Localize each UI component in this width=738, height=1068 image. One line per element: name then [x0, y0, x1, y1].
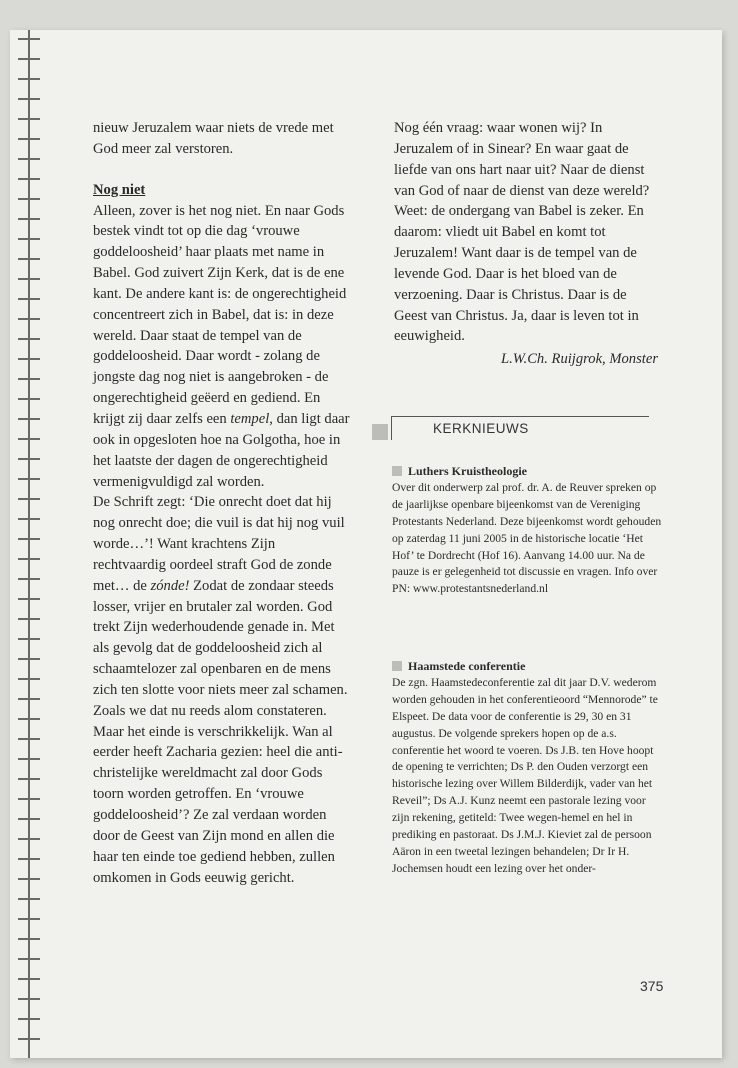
- binding-tick: [18, 838, 40, 840]
- binding-tick: [18, 858, 40, 860]
- binding-tick: [18, 518, 40, 520]
- binding-tick: [18, 358, 40, 360]
- binding-tick: [18, 1038, 40, 1040]
- news-item-haamstede: [392, 658, 664, 878]
- intro-paragraph: nieuw Jeruzalem waar niets de vrede met God meer zal verstoren.: [93, 120, 334, 157]
- page-number: 375: [640, 978, 664, 994]
- binding-tick: [18, 98, 40, 100]
- binding-tick: [18, 998, 40, 1000]
- binding-tick: [18, 978, 40, 980]
- author-signature: L.W.Ch. Ruijgrok, Monster: [500, 351, 658, 368]
- binding-tick: [18, 698, 40, 700]
- binding-tick: [18, 478, 40, 480]
- news-body: De zgn. Haamstedeconferentie zal dit jaar D.V. wederom worden gehouden in het conferentieoord “Mennorode” te Elspeet. De data voor de conferentie is 29, 30 en 31 augustus. De volgende sprekers hopen op de a.s. conferentie het woord te voeren. Ds J.B. ten Hove hoopt de opening te verrichten; Ds P. den Ouden verzorgt een historische lezing over Willem Bilderdijk, vader van het Reveil”; Ds A.J. Kunz neemt een pastorale lezing voor zijn rekening, getiteld: Twee wegen-hemel en hel in prediking en pastoraat. Ds J.M.J. Kieviet zal de persoon Aäron in een tweetal lezingen behandelen; Dr Ir H. Jochemsen houdt een lezing over het onder-: [392, 675, 658, 875]
- binding-tick: [18, 558, 40, 560]
- binding-tick: [18, 158, 40, 160]
- binding-tick: [18, 638, 40, 640]
- paragraph-1: Alleen, zover is het nog niet. En naar Gods bestek vindt tot op die dag ‘vrouwe goddeloosheid’ haar plaats met name in Babel. God zuivert Zijn Kerk, dat is de ene kant. De andere kant is: de ongerechtigheid concentreert zich in Babel, dat is: in deze wereld. Daar staat de tempel van de goddeloosheid. Daar wordt - zolang de jongste dag nog niet is aangebroken - de ongerechtigheid geëerd en gediend. En krijgt zij daar zelfs een tempel, dan ligt daar ook in opgesloten hoe na Golgotha, hoe in het laatste der dagen de ongerechtigheid vermenigvuldigd zal worden.: [93, 202, 350, 490]
- kerknieuws-square-icon: [372, 424, 388, 440]
- section-heading: Nog niet: [93, 181, 146, 198]
- binding-tick: [18, 398, 40, 400]
- binding-tick: [18, 438, 40, 440]
- binding-tick: [18, 798, 40, 800]
- bullet-square-icon: [392, 661, 402, 671]
- spiral-binding: [16, 30, 42, 1058]
- binding-tick: [18, 918, 40, 920]
- binding-tick: [18, 58, 40, 60]
- binding-tick: [18, 178, 40, 180]
- news-item-luthers: [392, 463, 664, 598]
- news-body: Over dit onderwerp zal prof. dr. A. de Reuver spreken op de jaarlijkse openbare bijeenkomst van de Vereniging Protestants Nederland. Deze bijeenkomst wordt gehouden op zaterdag 11 juni 2005 in de historische locatie ‘Het Hof’ te Dordrecht (Hof 16). Aanvang 14.00 uur. Na de pauze is er gelegenheid tot discussie en vragen. Info over PN: www.protestantsnederland.nl: [392, 480, 662, 596]
- binding-tick: [18, 378, 40, 380]
- binding-tick: [18, 818, 40, 820]
- binding-tick: [18, 718, 40, 720]
- news-title: Haamstede conferentie: [392, 658, 664, 675]
- binding-tick: [18, 758, 40, 760]
- binding-tick: [18, 78, 40, 80]
- binding-tick: [18, 658, 40, 660]
- binding-tick: [18, 318, 40, 320]
- paragraph-2: De Schrift zegt: ‘Die onrecht doet dat hij nog onrecht doe; die vuil is dat hij nog vuil worde…’! Want krachtens Zijn rechtvaardig oordeel straft God de zonde met… de zónde! Zodat de zondaar steeds losser, vrijer en brutaler zal worden. God trekt Zijn wederhoudende genade in. Met als gevolg dat de goddeloosheid zich al schaamtelozer zal openbaren en de mens zich ten slotte voor niets meer zal schamen. Zoals we dat nu reeds alom constateren. Maar het einde is verschrikkelijk. Wan al eerder heeft Zacharia gezien: heel die anti-christelijke wereldmacht zal door Gods toorn worden getroffen. En ‘vrouwe goddeloosheid’? Ze zal verdaan worden door de Geest van Zijn mond en allen die haar ten einde toe gediend hebben, zullen omkomen in Gods eeuwig gericht.: [93, 494, 348, 886]
- binding-tick: [18, 578, 40, 580]
- binding-tick: [18, 238, 40, 240]
- kerknieuws-divider: [391, 416, 392, 440]
- kerknieuws-rule: [391, 416, 649, 417]
- binding-tick: [18, 538, 40, 540]
- binding-tick: [18, 958, 40, 960]
- binding-tick: [18, 738, 40, 740]
- binding-tick: [18, 338, 40, 340]
- binding-tick: [18, 898, 40, 900]
- right-column: [394, 118, 662, 370]
- binding-tick: [18, 418, 40, 420]
- binding-tick: [18, 198, 40, 200]
- left-column: [93, 118, 351, 888]
- kerknieuws-title: KERKNIEUWS: [433, 421, 529, 436]
- binding-tick: [18, 678, 40, 680]
- binding-tick: [18, 778, 40, 780]
- closing-paragraph: Nog één vraag: waar wonen wij? In Jeruzalem of in Sinear? En waar gaat de liefde van ons hart naar uit? Naar de dienst van God of naar de dienst van deze wereld? Weet: de ondergang van Babel is zeker. En daarom: vliedt uit Babel en komt tot Jeruzalem! Want daar is de tempel van de levende God. Daar is het bloed van de verzoening. Daar is Christus. Daar is de Geest van Christus. Ja, daar is leven tot in eeuwigheid.: [394, 120, 650, 345]
- binding-tick: [18, 218, 40, 220]
- binding-tick: [18, 498, 40, 500]
- binding-tick: [18, 878, 40, 880]
- binding-tick: [18, 38, 40, 40]
- binding-tick: [18, 298, 40, 300]
- binding-tick: [18, 138, 40, 140]
- binding-tick: [18, 118, 40, 120]
- binding-tick: [18, 938, 40, 940]
- binding-tick: [18, 258, 40, 260]
- binding-tick: [18, 1018, 40, 1020]
- binding-tick: [18, 598, 40, 600]
- binding-tick: [18, 278, 40, 280]
- news-title: Luthers Kruistheologie: [392, 463, 664, 480]
- binding-tick: [18, 618, 40, 620]
- bullet-square-icon: [392, 466, 402, 476]
- binding-tick: [18, 458, 40, 460]
